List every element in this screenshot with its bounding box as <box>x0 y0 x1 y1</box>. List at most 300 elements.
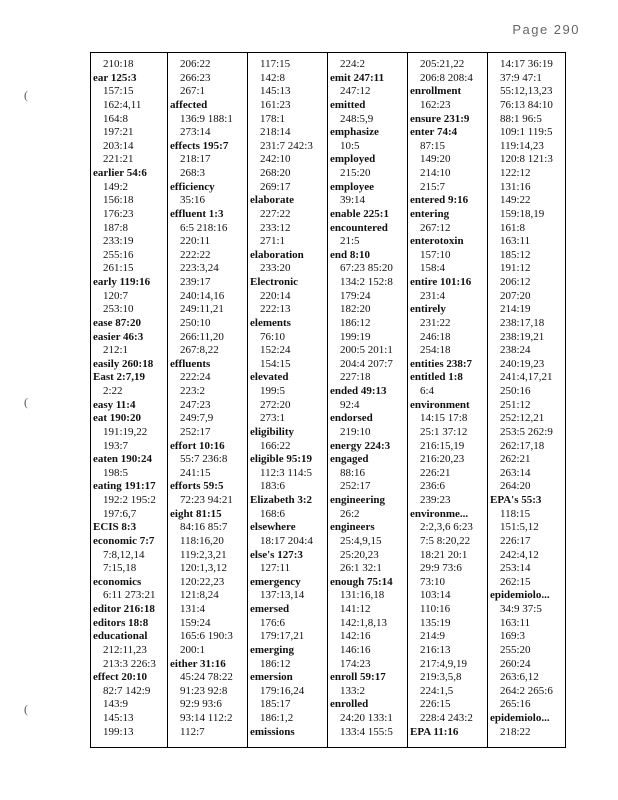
index-reference: 120:7 <box>103 289 129 302</box>
index-reference: 118:16,20 <box>180 534 224 547</box>
index-reference: 222:13 <box>260 303 291 316</box>
index-reference: 249:7,9 <box>180 412 214 425</box>
index-reference: 241:4,17,21 <box>500 371 553 384</box>
index-reference: 134:2 152:8 <box>340 276 393 288</box>
index-reference: 25:1 37:12 <box>420 425 468 438</box>
index-reference: 163:11 <box>500 235 531 248</box>
index-reference: 121:8,24 <box>180 589 219 602</box>
index-reference: 156:18 <box>103 194 134 207</box>
index-reference: 39:14 <box>340 194 366 207</box>
index-reference: 219:10 <box>340 425 371 438</box>
index-reference: 271:1 <box>260 235 286 248</box>
index-reference: 186:12 <box>260 657 291 670</box>
index-reference: 273:14 <box>180 126 211 139</box>
index-term: employee <box>330 180 374 193</box>
index-term: elements <box>250 316 291 329</box>
index-reference: 269:17 <box>260 180 291 193</box>
index-reference: 268:3 <box>180 167 206 179</box>
index-reference: 179:16,24 <box>260 684 305 697</box>
index-reference: 136:9 188:1 <box>180 112 233 125</box>
index-term: eat 190:20 <box>93 412 141 425</box>
index-reference: 226:15 <box>420 698 451 711</box>
index-reference: 206:22 <box>180 58 211 70</box>
index-reference: 199:19 <box>340 330 371 343</box>
index-term: elaboration <box>250 248 304 261</box>
index-reference: 250:10 <box>180 316 211 329</box>
index-term: eaten 190:24 <box>93 453 152 466</box>
index-reference: 110:16 <box>420 603 451 615</box>
index-term: either 31:16 <box>170 657 226 670</box>
index-reference: 14:15 17:8 <box>420 412 468 425</box>
index-term: epidemiolo... <box>490 712 550 724</box>
index-reference: 246:18 <box>420 330 451 343</box>
index-reference: 35:16 <box>180 194 206 207</box>
index-reference: 263:6,12 <box>500 671 539 684</box>
index-reference: 218:17 <box>180 153 211 166</box>
index-term: editors 18:8 <box>93 616 149 629</box>
index-reference: 223:3,24 <box>180 262 219 275</box>
index-reference: 142:8 <box>260 71 286 84</box>
index-reference: 179:24 <box>340 289 371 302</box>
index-reference: 137:13,14 <box>260 589 305 602</box>
index-reference: 149:22 <box>500 194 531 207</box>
index-term: effect 20:10 <box>93 671 148 684</box>
index-term: editor 216:18 <box>93 603 155 615</box>
index-reference: 88:16 <box>340 466 366 479</box>
index-reference: 242:4,12 <box>500 548 539 561</box>
index-reference: 226:17 <box>500 534 531 547</box>
index-reference: 224:1,5 <box>420 684 454 697</box>
index-term: ensure 231:9 <box>410 112 470 125</box>
index-term: enroll 59:17 <box>330 671 386 684</box>
index-reference: 214:9 <box>420 630 446 643</box>
index-reference: 252:12,21 <box>500 412 545 425</box>
index-term: easier 46:3 <box>93 330 144 343</box>
index-reference: 192:2 195:2 <box>103 494 156 506</box>
index-column-2 <box>168 53 248 747</box>
index-term: economics <box>93 575 142 588</box>
index-reference: 220:11 <box>180 235 211 248</box>
index-reference: 87:15 <box>420 139 446 152</box>
index-reference: 261:15 <box>103 262 134 275</box>
index-term: easy 11:4 <box>93 398 136 411</box>
index-reference: 223:2 <box>180 385 206 397</box>
index-reference: 24:20 133:1 <box>340 712 393 724</box>
index-term: effluents <box>170 357 211 370</box>
index-reference: 252:17 <box>340 480 371 493</box>
index-reference: 92:4 <box>340 398 360 411</box>
index-reference: 176:6 <box>260 616 286 629</box>
index-reference: 143:9 <box>103 698 129 711</box>
index-term: enable 225:1 <box>330 207 389 220</box>
index-term: entire 101:16 <box>410 276 472 288</box>
index-reference: 6:4 <box>420 385 435 397</box>
index-reference: 2:2,3,6 6:23 <box>420 521 473 534</box>
index-reference: 187:8 <box>103 221 129 234</box>
index-reference: 82:7 142:9 <box>103 684 151 697</box>
index-term: endorsed <box>330 412 373 425</box>
index-term: effluent 1:3 <box>170 207 224 220</box>
index-reference: 29:9 73:6 <box>420 562 462 575</box>
index-term: entering <box>410 207 450 220</box>
index-reference: 217:4,9,19 <box>420 657 468 670</box>
index-term: enterotoxin <box>410 235 464 248</box>
index-reference: 118:15 <box>500 507 531 520</box>
index-reference: 214:10 <box>420 167 451 179</box>
index-reference: 88:1 96:5 <box>500 112 542 125</box>
index-reference: 265:16 <box>500 698 531 711</box>
index-column-6 <box>488 53 567 747</box>
index-reference: 199:5 <box>260 385 286 397</box>
index-term: elaborate <box>250 194 294 207</box>
index-term: emissions <box>250 725 295 738</box>
index-reference: 26:1 32:1 <box>340 562 382 575</box>
index-reference: 253:5 262:9 <box>500 425 553 438</box>
index-reference: 168:6 <box>260 507 286 520</box>
index-term: eligibility <box>250 425 294 438</box>
index-reference: 263:14 <box>500 466 531 479</box>
index-reference: 151:5,12 <box>500 521 539 534</box>
index-reference: 206:8 208:4 <box>420 71 473 84</box>
index-reference: 145:13 <box>103 712 134 724</box>
index-reference: 212:1 <box>103 344 129 357</box>
index-reference: 135:19 <box>420 616 451 629</box>
index-reference: 133:4 155:5 <box>340 725 393 738</box>
index-reference: 222:22 <box>180 248 211 261</box>
index-reference: 238:19,21 <box>500 330 545 343</box>
index-term: elevated <box>250 371 289 384</box>
index-reference: 10:5 <box>340 139 360 152</box>
index-column-3 <box>248 53 328 747</box>
index-reference: 203:14 <box>103 139 134 152</box>
index-reference: 169:3 <box>500 630 526 643</box>
index-reference: 207:20 <box>500 289 531 302</box>
index-reference: 200:5 201:1 <box>340 344 393 357</box>
index-reference: 161:8 <box>500 221 526 234</box>
index-reference: 2:22 <box>103 385 123 397</box>
index-reference: 272:20 <box>260 398 291 411</box>
index-reference: 205:21,22 <box>420 58 465 70</box>
index-reference: 165:6 190:3 <box>180 630 233 643</box>
index-reference: 239:23 <box>420 494 451 506</box>
index-reference: 7:8,12,14 <box>103 548 145 561</box>
index-reference: 253:14 <box>500 562 531 575</box>
margin-mark: ( <box>24 88 28 102</box>
index-reference: 25:20,23 <box>340 548 379 561</box>
index-reference: 120:22,23 <box>180 575 225 588</box>
index-term: enrollment <box>410 85 462 98</box>
index-reference: 193:7 <box>103 439 129 452</box>
index-reference: 174:23 <box>340 657 371 670</box>
index-reference: 185:17 <box>260 698 291 711</box>
index-term: emerging <box>250 643 294 656</box>
index-term: engineers <box>330 521 375 534</box>
index-term: encountered <box>330 221 388 234</box>
index-reference: 260:24 <box>500 657 531 670</box>
word-index-table <box>90 52 566 748</box>
index-reference: 267:8,22 <box>180 344 219 357</box>
index-term: engineering <box>330 494 385 506</box>
index-term: Elizabeth 3:2 <box>250 494 313 506</box>
index-reference: 142:16 <box>340 630 371 643</box>
index-term: emergency <box>250 575 301 588</box>
index-reference: 93:14 112:2 <box>180 712 233 724</box>
index-term: entitled 1:8 <box>410 371 463 384</box>
index-reference: 204:4 207:7 <box>340 357 393 370</box>
index-reference: 6:5 218:16 <box>180 221 228 234</box>
index-reference: 264:20 <box>500 480 531 493</box>
index-reference: 67:23 85:20 <box>340 262 393 275</box>
index-reference: 216:13 <box>420 643 451 656</box>
index-term: efforts 59:5 <box>170 480 224 493</box>
index-reference: 45:24 78:22 <box>180 671 233 684</box>
index-term: engaged <box>330 453 369 466</box>
index-reference: 239:17 <box>180 276 211 288</box>
index-term: EPA 11:16 <box>410 725 459 738</box>
index-reference: 266:11,20 <box>180 330 224 343</box>
index-reference: 231:7 242:3 <box>260 139 313 152</box>
index-reference: 131:4 <box>180 603 206 615</box>
index-reference: 127:11 <box>260 562 291 575</box>
index-reference: 182:20 <box>340 303 371 316</box>
index-reference: 200:1 <box>180 643 206 656</box>
index-term: eating 191:17 <box>93 480 156 493</box>
index-reference: 212:11,23 <box>103 643 147 656</box>
index-term: emphasize <box>330 126 379 139</box>
index-reference: 158:4 <box>420 262 446 275</box>
index-reference: 267:1 <box>180 85 206 98</box>
index-term: affected <box>170 98 208 111</box>
index-reference: 236:6 <box>420 480 446 493</box>
index-reference: 21:5 <box>340 235 360 248</box>
index-reference: 221:21 <box>103 153 134 166</box>
index-reference: 157:15 <box>103 85 134 98</box>
index-reference: 34:9 37:5 <box>500 603 542 615</box>
index-reference: 142:1,8,13 <box>340 616 388 629</box>
index-reference: 218:14 <box>260 126 291 139</box>
index-reference: 266:23 <box>180 71 211 84</box>
index-reference: 210:18 <box>103 58 134 70</box>
index-term: ear 125:3 <box>93 71 137 84</box>
index-term: ended 49:13 <box>330 385 387 397</box>
index-term: elsewhere <box>250 521 296 534</box>
page-number-label: Page 290 <box>512 22 580 37</box>
index-reference: 214:19 <box>500 303 531 316</box>
index-term: emersed <box>250 603 290 615</box>
index-reference: 26:2 <box>340 507 360 520</box>
index-reference: 241:15 <box>180 466 211 479</box>
index-term: emitted <box>330 98 366 111</box>
index-reference: 267:12 <box>420 221 451 234</box>
index-term: enrolled <box>330 698 369 711</box>
index-reference: 18:17 204:4 <box>260 534 313 547</box>
index-reference: 162:4,11 <box>103 98 142 111</box>
margin-mark: ( <box>24 395 28 409</box>
index-reference: 238:24 <box>500 344 531 357</box>
index-reference: 224:2 <box>340 58 366 70</box>
index-term: environme... <box>410 507 469 520</box>
index-reference: 117:15 <box>260 58 291 70</box>
index-term: entirely <box>410 303 446 316</box>
index-term: EPA's 55:3 <box>490 494 542 506</box>
index-term: ECIS 8:3 <box>93 521 137 534</box>
index-reference: 103:14 <box>420 589 451 602</box>
index-reference: 199:13 <box>103 725 134 738</box>
index-reference: 186:1,2 <box>260 712 294 724</box>
index-reference: 73:10 <box>420 575 446 588</box>
index-term: environment <box>410 398 470 411</box>
index-reference: 149:2 <box>103 180 129 193</box>
index-reference: 120:1,3,12 <box>180 562 228 575</box>
index-reference: 25:4,9,15 <box>340 534 382 547</box>
index-reference: 262:21 <box>500 453 531 466</box>
index-reference: 146:16 <box>340 643 371 656</box>
index-term: East 2:7,19 <box>93 371 145 384</box>
index-reference: 254:18 <box>420 344 451 357</box>
index-term: effects 195:7 <box>170 139 229 152</box>
index-term: energy 224:3 <box>330 439 391 452</box>
index-reference: 157:10 <box>420 248 451 261</box>
index-reference: 215:20 <box>340 167 371 179</box>
index-reference: 252:17 <box>180 425 211 438</box>
index-reference: 37:9 47:1 <box>500 71 542 84</box>
index-reference: 112:3 114:5 <box>260 466 313 479</box>
index-term: else's 127:3 <box>250 548 303 561</box>
index-term: early 119:16 <box>93 276 151 288</box>
index-reference: 55:12,13,23 <box>500 85 553 98</box>
index-reference: 233:12 <box>260 221 291 234</box>
index-term: Electronic <box>250 276 299 288</box>
index-reference: 262:15 <box>500 575 531 588</box>
index-reference: 161:23 <box>260 98 291 111</box>
index-reference: 14:17 36:19 <box>500 58 553 70</box>
index-reference: 238:17,18 <box>500 316 545 329</box>
index-reference: 7:15,18 <box>103 562 137 575</box>
index-reference: 7:5 8:20,22 <box>420 534 471 547</box>
index-term: ease 87:20 <box>93 316 141 329</box>
index-reference: 268:20 <box>260 167 291 179</box>
index-reference: 233:19 <box>103 235 134 248</box>
index-term: enter 74:4 <box>410 126 458 139</box>
index-term: emersion <box>250 671 293 684</box>
index-reference: 197:6,7 <box>103 507 137 520</box>
index-reference: 92:9 93:6 <box>180 698 222 711</box>
index-reference: 206:12 <box>500 276 531 288</box>
index-reference: 273:1 <box>260 412 286 425</box>
index-reference: 178:1 <box>260 112 286 125</box>
index-reference: 218:22 <box>500 725 531 738</box>
index-reference: 191:12 <box>500 262 531 275</box>
index-reference: 240:14,16 <box>180 289 225 302</box>
index-reference: 109:1 119:5 <box>500 126 553 139</box>
index-column-4 <box>328 53 408 747</box>
index-reference: 141:12 <box>340 603 371 615</box>
index-reference: 131:16 <box>500 180 531 193</box>
index-term: earlier 54:6 <box>93 167 147 179</box>
index-reference: 231:4 <box>420 289 446 302</box>
index-reference: 231:22 <box>420 316 451 329</box>
index-reference: 112:7 <box>180 725 205 738</box>
index-reference: 198:5 <box>103 466 129 479</box>
index-term: entered 9:16 <box>410 194 469 207</box>
index-reference: 119:2,3,21 <box>180 548 227 561</box>
index-reference: 255:20 <box>500 643 531 656</box>
index-reference: 6:11 273:21 <box>103 589 156 602</box>
index-term: enough 75:14 <box>330 575 393 588</box>
index-reference: 91:23 92:8 <box>180 684 228 697</box>
index-reference: 183:6 <box>260 480 286 493</box>
index-reference: 84:16 85:7 <box>180 521 228 534</box>
index-reference: 166:22 <box>260 439 291 452</box>
index-reference: 222:24 <box>180 371 211 384</box>
index-reference: 72:23 94:21 <box>180 494 233 506</box>
index-reference: 216:20,23 <box>420 453 465 466</box>
index-term: epidemiolo... <box>490 589 550 602</box>
index-reference: 240:19,23 <box>500 357 545 370</box>
index-reference: 216:15,19 <box>420 439 465 452</box>
index-reference: 251:12 <box>500 398 531 411</box>
index-reference: 76:10 <box>260 330 286 343</box>
index-term: easily 260:18 <box>93 357 154 370</box>
index-reference: 233:20 <box>260 262 291 275</box>
index-reference: 264:2 265:6 <box>500 684 553 697</box>
index-column-5 <box>408 53 488 747</box>
index-reference: 213:3 226:3 <box>103 657 156 670</box>
index-reference: 249:11,21 <box>180 303 224 316</box>
index-reference: 247:12 <box>340 85 371 98</box>
index-reference: 163:11 <box>500 616 531 629</box>
index-term: eight 81:15 <box>170 507 222 520</box>
index-reference: 179:17,21 <box>260 630 305 643</box>
index-term: employed <box>330 153 376 166</box>
index-reference: 253:10 <box>103 303 134 316</box>
margin-mark: ( <box>24 702 28 716</box>
index-reference: 119:14,23 <box>500 139 544 152</box>
index-reference: 18:21 20:1 <box>420 548 468 561</box>
index-reference: 248:5,9 <box>340 112 374 125</box>
index-reference: 164:8 <box>103 112 129 125</box>
index-reference: 176:23 <box>103 207 134 220</box>
index-reference: 76:13 84:10 <box>500 98 553 111</box>
index-reference: 250:16 <box>500 385 531 397</box>
index-reference: 220:14 <box>260 289 291 302</box>
index-reference: 120:8 121:3 <box>500 153 553 166</box>
index-reference: 154:15 <box>260 357 291 370</box>
index-term: effort 10:16 <box>170 439 225 452</box>
index-reference: 122:12 <box>500 167 531 179</box>
index-reference: 131:16,18 <box>340 589 385 602</box>
index-term: economic 7:7 <box>93 534 155 547</box>
index-reference: 219:3,5,8 <box>420 671 462 684</box>
index-reference: 197:21 <box>103 126 134 139</box>
index-reference: 145:13 <box>260 85 291 98</box>
index-reference: 247:23 <box>180 398 211 411</box>
index-reference: 133:2 <box>340 684 366 697</box>
index-term: eligible 95:19 <box>250 453 313 466</box>
index-column-1 <box>91 53 168 747</box>
index-reference: 228:4 243:2 <box>420 712 473 724</box>
index-reference: 162:23 <box>420 98 451 111</box>
index-reference: 185:12 <box>500 248 531 261</box>
index-reference: 227:18 <box>340 371 371 384</box>
index-reference: 242:10 <box>260 153 291 166</box>
index-reference: 227:22 <box>260 207 291 220</box>
index-term: educational <box>93 630 148 643</box>
index-reference: 149:20 <box>420 153 451 166</box>
index-reference: 152:24 <box>260 344 291 357</box>
index-term: end 8:10 <box>330 248 371 261</box>
index-reference: 226:21 <box>420 466 451 479</box>
